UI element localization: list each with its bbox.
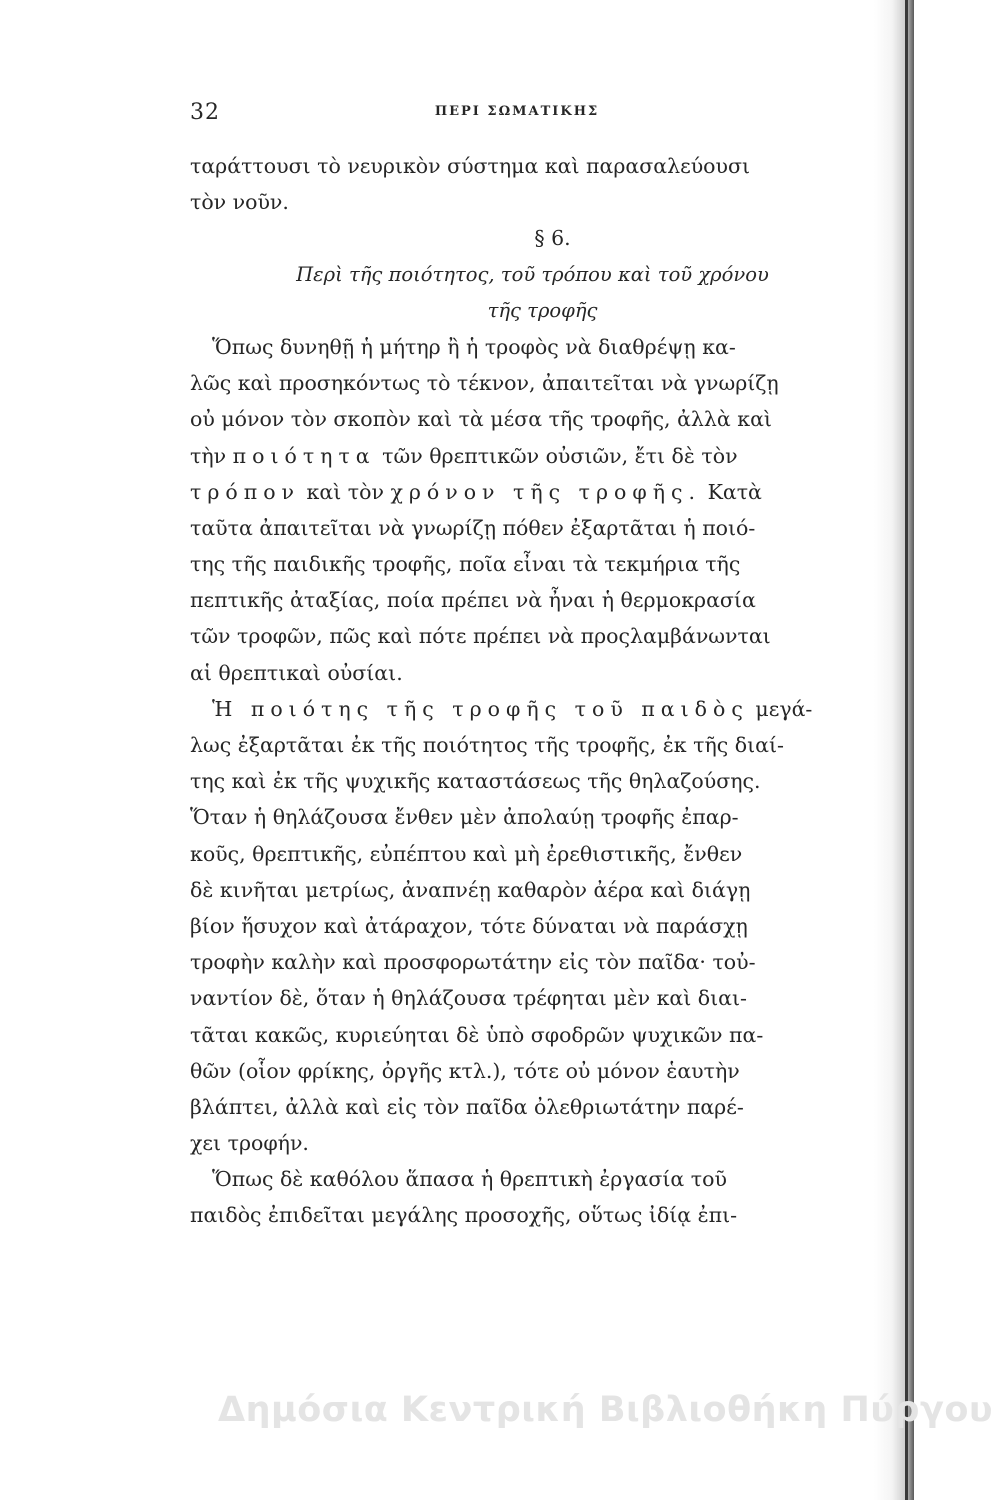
text-line: αἱ θρεπτικαὶ οὐσίαι. xyxy=(190,660,403,685)
book-spine-edge xyxy=(905,0,908,1500)
page-body xyxy=(190,148,875,1234)
text-fragment: τὴν xyxy=(190,443,227,468)
text-fragment: Κατὰ xyxy=(707,479,762,504)
text-fragment: καὶ τὸν xyxy=(306,479,384,504)
spaced-emphasis: τρόπον xyxy=(190,479,301,504)
text-line: λῶς καὶ προσηκόντως τὸ τέκνον, ἀπαιτεῖται νὰ γνωρίζῃ xyxy=(190,371,779,396)
text-line: ταράττουσι τὸ νευρικὸν σύστημα καὶ παρασαλεύουσι xyxy=(190,154,751,178)
text-fragment: μεγά- xyxy=(755,696,813,721)
text-line: ταῦτα ἀπαιτεῖται νὰ γνωρίζῃ πόθεν ἐξαρτᾶται ἡ ποιό- xyxy=(190,515,756,540)
text-line: Ὅταν ἡ θηλάζουσα ἔνθεν μὲν ἀπολαύῃ τροφῆς ἐπαρ- xyxy=(190,805,739,830)
running-header xyxy=(190,100,844,130)
spaced-emphasis: ποιότητα xyxy=(232,443,376,468)
text-line xyxy=(190,438,875,474)
spaced-emphasis: χρόνον τῆς τροφῆς. xyxy=(390,479,702,504)
text-line: πεπτικῆς ἀταξίας, ποία πρέπει νὰ ἦναι ἡ θερμοκρασία xyxy=(190,588,756,613)
text-line: Ὅπως δὲ καθόλου ἅπασα ἡ θρεπτικὴ ἐργασία τοῦ xyxy=(212,1167,727,1192)
text-line: κοῦς, θρεπτικῆς, εὐπέπτου καὶ μὴ ἐρεθιστικῆς, ἔνθεν xyxy=(190,841,743,866)
text-line xyxy=(190,691,875,727)
text-line: βλάπτει, ἀλλὰ καὶ εἰς τὸν παῖδα ὀλεθριωτάτην παρέ- xyxy=(190,1094,744,1119)
text-line xyxy=(190,474,875,510)
text-fragment: τῶν θρεπτικῶν οὐσιῶν, ἔτι δὲ τὸν xyxy=(382,443,738,468)
text-line: χει τροφήν. xyxy=(190,1131,309,1156)
text-line: παιδὸς ἐπιδεῖται μεγάλης προσοχῆς, οὕτως ἰδίᾳ ἐπι- xyxy=(190,1203,738,1228)
page-number: 32 xyxy=(190,100,220,125)
text-line: δὲ κινῆται μετρίως, ἀναπνέῃ καθαρὸν ἀέρα καὶ διάγῃ xyxy=(190,877,751,902)
page-edge-shadow xyxy=(874,0,914,1500)
text-line: οὐ μόνον τὸν σκοπὸν καὶ τὰ μέσα τῆς τροφῆς, ἀλλὰ καὶ xyxy=(190,407,772,432)
text-line: βίον ἥσυχον καὶ ἀτάραχον, τότε δύναται νὰ παράσχῃ xyxy=(190,913,748,938)
section-heading-continued: τῆς τροφῆς xyxy=(487,298,598,322)
text-line: τροφὴν καλὴν καὶ προσφορωτάτην εἰς τὸν παῖδα· τοὐ- xyxy=(190,950,756,975)
section-mark: § 6. xyxy=(534,226,571,251)
text-line: τὸν νοῦν. xyxy=(190,190,289,215)
text-line: λως ἐξαρτᾶται ἐκ τῆς ποιότητος τῆς τροφῆς, ἐκ τῆς διαί- xyxy=(190,733,784,757)
text-line: θῶν (οἷον φρίκης, ὀργῆς κτλ.), τότε οὐ μόνον ἑαυτὴν xyxy=(190,1058,740,1083)
section-heading: Περὶ τῆς ποιότητος, τοῦ τρόπου καὶ τοῦ χρόνου xyxy=(296,262,769,286)
text-line: της τῆς παιδικῆς τροφῆς, ποῖα εἶναι τὰ τεκμήρια τῆς xyxy=(190,552,741,577)
text-line: της καὶ ἐκ τῆς ψυχικῆς καταστάσεως τῆς θηλαζούσης. xyxy=(190,769,761,794)
text-line: τῶν τροφῶν, πῶς καὶ πότε πρέπει νὰ προςλαμβάνωνται xyxy=(190,624,771,649)
text-line: ναντίον δὲ, ὅταν ἡ θηλάζουσα τρέφηται μὲν καὶ διαι- xyxy=(190,986,747,1011)
spaced-emphasis: Ἡ ποιότης τῆς τροφῆς τοῦ παιδὸς xyxy=(212,696,749,721)
text-line: τᾶται κακῶς, κυριεύηται δὲ ὑπὸ σφοδρῶν ψυχικῶν πα- xyxy=(190,1022,764,1047)
text-line: Ὅπως δυνηθῇ ἡ μήτηρ ἢ ἡ τροφὸς νὰ διαθρέψῃ κα- xyxy=(212,334,736,359)
library-watermark: Δημόσια Κεντρική Βιβλιοθήκη Πύργου xyxy=(218,1390,993,1430)
running-title: ΠΕΡΙ ΣΩΜΑΤΙΚΗΣ xyxy=(434,104,600,119)
